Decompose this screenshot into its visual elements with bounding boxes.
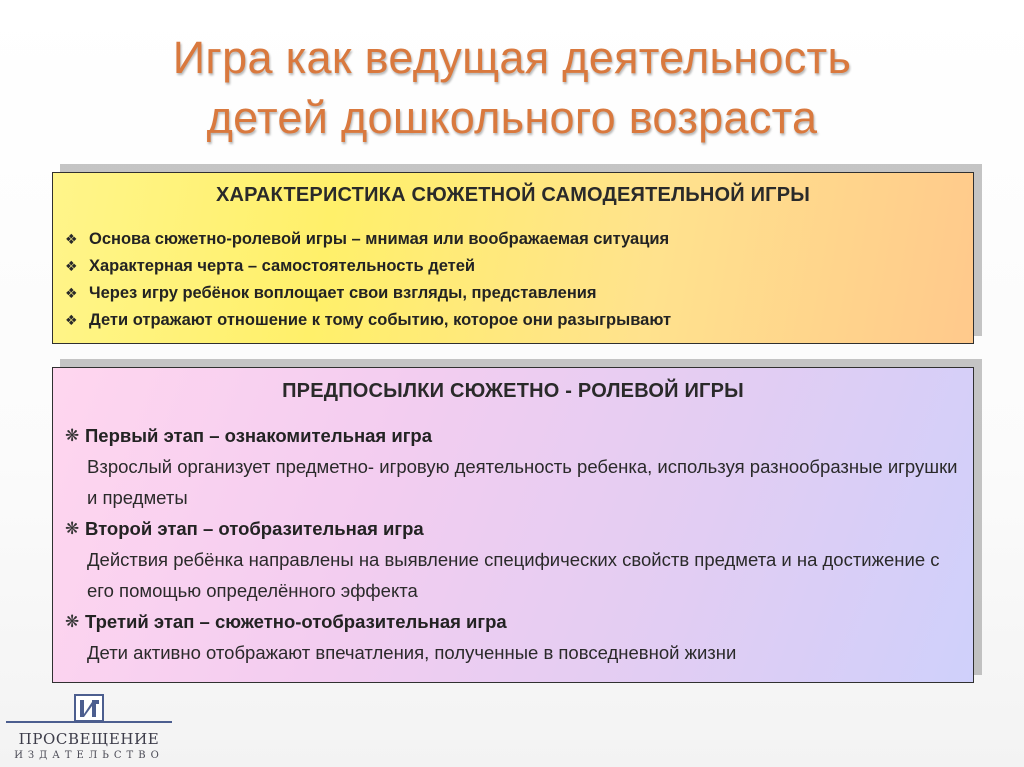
snowflake-bullet-icon: ❋ [65,426,80,445]
stage-title-text: Второй этап – отобразительная игра [85,518,424,539]
diamond-bullet-icon: ❖ [65,285,78,301]
stage-description: Взрослый организует предметно- игровую деятельность ребенка, используя разнообразные игрушки и предметы [87,456,958,508]
list-item-text: Через игру ребёнок воплощает свои взгляды, представления [89,284,597,302]
stage-title-text: Первый этап – ознакомительная игра [85,425,433,446]
slide-title [0,28,1024,148]
logo-divider [6,721,172,723]
stage-description: Дети активно отображают впечатления, полученные в повседневной жизни [87,642,737,663]
stage-title [65,513,973,544]
publisher-logo [4,692,174,764]
logo-mark-icon [74,694,104,722]
list-item [65,253,973,280]
characteristics-heading: ХАРАКТЕРИСТИКА СЮЖЕТНОЙ САМОДЕЯТЕЛЬНОЙ ИГРЫ [215,184,811,206]
stage-item [65,513,973,606]
logo-name: ПРОСВЕЩЕНИЕ [18,730,160,748]
snowflake-bullet-icon: ❋ [65,519,80,538]
stage-description: Действия ребёнка направлены на выявление специфических свойств предмета и на достижение с его помощью определённого эффекта [87,549,940,601]
prerequisites-box [52,367,974,683]
stage-title-text: Третий этап – сюжетно-отобразительная игра [85,611,507,632]
list-item [65,307,973,334]
list-item-text: Характерная черта – самостоятельность детей [89,257,476,275]
logo-subtitle: ИЗДАТЕЛЬСТВО [14,750,164,761]
diamond-bullet-icon: ❖ [65,312,78,328]
stages-list [65,420,973,668]
list-item [65,226,973,253]
characteristics-list [65,226,973,334]
title-line-1: Игра как ведущая деятельность [172,32,852,83]
characteristics-box [52,172,974,344]
list-item [65,280,973,307]
stage-title [65,420,973,451]
stage-title [65,606,973,637]
stage-item [65,606,973,668]
diamond-bullet-icon: ❖ [65,258,78,274]
title-line-2: детей дошкольного возраста [206,92,818,143]
stage-item [65,420,973,513]
list-item-text: Дети отражают отношение к тому событию, которое они разыгрывают [89,311,672,329]
diamond-bullet-icon: ❖ [65,231,78,247]
snowflake-bullet-icon: ❋ [65,612,80,631]
list-item-text: Основа сюжетно-ролевой игры – мнимая или воображаемая ситуация [89,230,670,248]
prerequisites-heading: ПРЕДПОСЫЛКИ СЮЖЕТНО - РОЛЕВОЙ ИГРЫ [282,380,744,402]
